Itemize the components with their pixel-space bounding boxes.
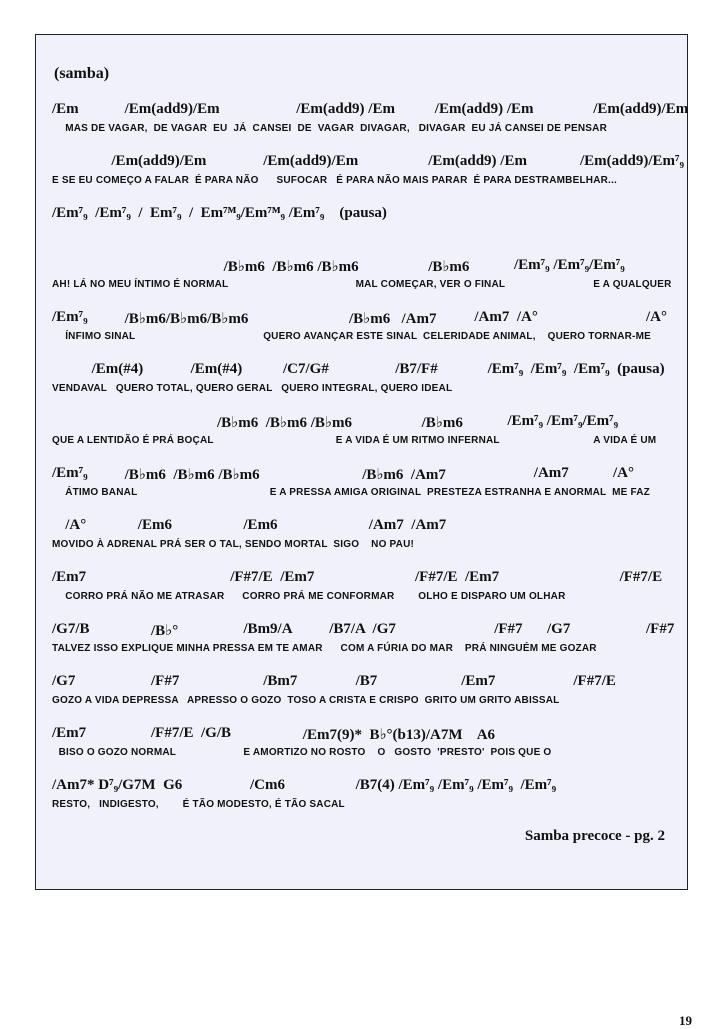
page-number: 19 [679,1013,692,1028]
chord-text: /B♭m6 [421,415,463,431]
chord-text: /Em(add9) /Em [434,101,534,117]
page-footer: Samba precoce - pg. 2 [524,828,665,844]
chord-text: /B♭m6 /Am7 [349,311,437,327]
chord-text: /A° [65,517,87,533]
chord-text: /Bm9/A [243,621,293,637]
song-block [52,257,682,297]
chord-text: /Cm6 [250,777,285,793]
chord-text: /B7/F# [395,361,438,377]
chord-text: /Em⁷₉ /Em⁷₉/Em⁷₉ [507,413,619,429]
song-block [52,413,682,453]
lyric-text: GOZO A VIDA DEPRESSA APRESSO O GOZO TOSO A CRISTA E CRISPO GRITO UM GRITO ABISSAL [52,695,560,706]
chord-text: /Em6 [243,517,278,533]
lyric-text: MAL COMEÇAR, VER O FINAL [355,279,506,290]
chord-text: /B♭° [151,623,179,639]
lyric-text: RESTO, INDIGESTO, É TÃO MODESTO, É TÃO SACAL [52,799,345,810]
chord-text: /Em⁷₉ [52,309,88,325]
chord-text: /Am7 [533,465,569,481]
lyric-text: E A PRESSA AMIGA ORIGINAL PRESTEZA ESTRANHA E ANORMAL ME FAZ [269,487,650,498]
song-block [52,205,682,245]
lyric-text: MAS DE VAGAR, DE VAGAR EU JÁ CANSEI DE VAGAR DIVAGAR, DIVAGAR EU JÁ CANSEI DE PENSAR [65,123,608,134]
chord-text: /C7/G# [283,361,329,377]
chord-text: /B7/A /G7 [329,621,396,637]
chord-text: /A° [613,465,634,481]
chord-text: /F#7/E /G/B [151,725,232,741]
chord-text: /Am7 /Am7 [368,517,447,533]
chord-text: /Em7 [461,673,496,689]
song-block [52,569,682,609]
chord-text: /Em [52,101,79,117]
chord-text: /F#7/E [619,569,663,585]
style-header: (samba) [54,65,110,82]
lyric-text: A VIDA É UM [593,435,657,446]
song-block [52,725,682,765]
chord-text: /F#7/E /Em7 [230,569,315,585]
lyric-text: BISO O GOZO NORMAL [58,747,177,758]
song-sheet [35,34,688,890]
chord-text: /B7(4) /Em⁷₉ /Em⁷₉ /Em⁷₉ /Em⁷₉ [355,777,557,793]
chord-text: /Em7 [52,725,87,741]
chord-text: /F#7 [494,621,523,637]
lyric-text: E AMORTIZO NO ROSTO O GOSTO 'PRESTO' POIS QUE O [243,747,552,758]
lyric-text: VENDAVAL QUERO TOTAL, QUERO GERAL QUERO INTEGRAL, QUERO IDEAL [52,383,453,394]
chord-text: /Em⁷₉ /Em⁷₉ / Em⁷₉ / Em⁷ᴹ₉/Em⁷ᴹ₉ /Em⁷₉ (pausa) [52,205,387,221]
lyric-text: QUE A LENTIDÃO É PRÁ BOÇAL [52,435,214,446]
lyric-text: E A VIDA É UM RITMO INFERNAL [335,435,500,446]
song-block [52,465,682,505]
chord-text: /G7/B [52,621,90,637]
chord-text: /G7 [52,673,76,689]
chord-text: /Em7(9)* B♭°(b13)/A7M A6 [302,727,496,743]
chord-text: /B♭m6 [428,259,470,275]
chord-text: /B♭m6/B♭m6/B♭m6 [124,311,249,327]
chord-text: /F#7 [151,673,180,689]
chord-text: /Em⁷₉ /Em⁷₉ /Em⁷₉ (pausa) [487,361,665,377]
chord-text: /B♭m6 /B♭m6 /B♭m6 [124,467,260,483]
chord-text: /Em7 [52,569,87,585]
chord-text: /Em⁷₉ /Em⁷₉/Em⁷₉ [514,257,625,273]
lyric-text: AH! LÁ NO MEU ÍNTIMO É NORMAL [52,279,229,290]
lyric-text: QUERO AVANÇAR ESTE SINAL CELERIDADE ANIMAL, QUERO TORNAR-ME [263,331,651,342]
chord-text: /B7 [355,673,378,689]
song-block [52,361,682,401]
chord-text: /Em(add9)/Em [263,153,359,169]
lyric-text: TALVEZ ISSO EXPLIQUE MINHA PRESSA EM TE AMAR COM A FÚRIA DO MAR PRÁ NINGUÉM ME GOZAR [52,643,597,654]
song-block [52,101,689,141]
chord-text: /Em(#4) [190,361,243,377]
chord-text: /Em(add9)/Em [593,101,689,117]
song-block [52,777,682,817]
chord-text: /Am7 /A° [474,309,538,325]
chord-text: /Am7* D⁷₉/G7M G6 [52,777,183,793]
chord-text: /G7 [547,621,571,637]
chord-text: /B♭m6 /B♭m6 /B♭m6 [223,259,359,275]
song-block [52,153,685,193]
lyric-text: CORRO PRÁ NÃO ME ATRASAR CORRO PRÁ ME CONFORMAR OLHO E DISPARO UM OLHAR [65,591,566,602]
song-block [52,517,682,557]
chord-text: /B♭m6 /B♭m6 /B♭m6 [217,415,352,431]
song-block [52,309,682,349]
chord-text: /Em(#4) [91,361,144,377]
chord-text: /Em(add9)/Em [111,153,207,169]
chord-text: /F#7 [646,621,675,637]
lyric-text: ÁTIMO BANAL [65,487,138,498]
song-block [52,621,682,661]
song-block [52,673,682,713]
lyric-text: E SE EU COMEÇO A FALAR É PARA NÃO SUFOCAR É PARA NÃO MAIS PARAR É PARA DESTRAMBELHAR... [52,175,617,186]
chord-text: /Em(add9)/Em [124,101,220,117]
chord-text: /Em(add9)/Em⁷₉ [580,153,685,169]
chord-text: /Em(add9) /Em [296,101,395,117]
chord-text: /A° [646,309,667,325]
lyric-text: MOVIDO À ADRENAL PRÁ SER O TAL, SENDO MORTAL SIGO NO PAU! [52,539,415,550]
chord-text: /F#7/E [573,673,616,689]
chord-text: /Em(add9) /Em [428,153,527,169]
lyric-text: ÍNFIMO SINAL [65,331,136,342]
chord-text: /B♭m6 /Am7 [362,467,446,483]
chord-text: /Em6 [137,517,172,533]
chord-text: /Bm7 [263,673,298,689]
chord-text: /Em⁷₉ [52,465,88,481]
lyric-text: E A QUALQUER [593,279,672,290]
chord-text: /F#7/E /Em7 [415,569,500,585]
